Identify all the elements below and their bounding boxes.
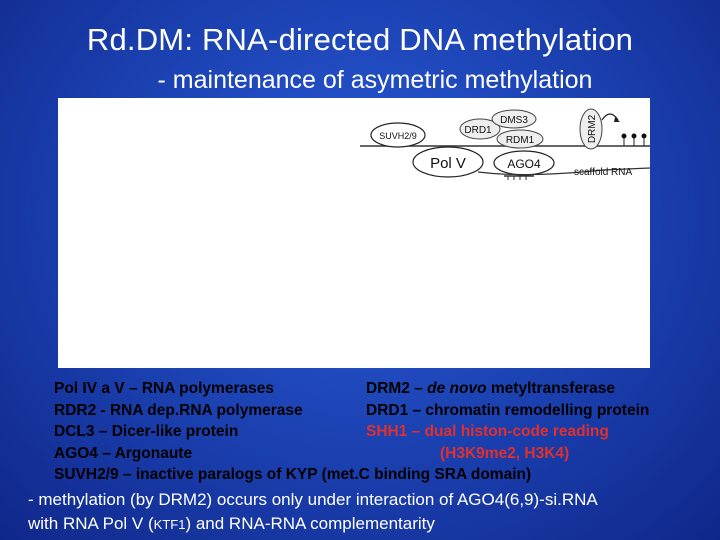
def-drd1: DRD1 – chromatin remodelling protein [366, 401, 650, 419]
definitions-block [54, 378, 704, 486]
polv-label: Pol V [430, 155, 466, 172]
slide-subtitle: - maintenance of asymetric methylation [157, 66, 593, 94]
scaffold-label: scaffold RNA [574, 167, 633, 178]
rddm-diagram [58, 98, 650, 368]
def-shh1: SHH1 – dual histon-code reading [366, 423, 609, 440]
def-row-4 [54, 443, 704, 465]
def-row-2 [54, 400, 704, 422]
note-line-2a: with RNA Pol V ( [28, 514, 154, 533]
methyl-dot-1 [622, 134, 627, 139]
def-drm2-prefix: DRM2 – [366, 380, 428, 397]
def-drm2-italic: de novo [427, 380, 487, 397]
ago4-label: AGO4 [507, 157, 541, 171]
dms3-label: DMS3 [500, 115, 528, 126]
def-row-3 [54, 421, 704, 443]
def-suvh: SUVH2/9 – inactive paralogs of KYP (met.C binding SRA domain) [54, 466, 532, 483]
def-ago4: AGO4 – Argonaute [54, 444, 193, 462]
note-ktf1: KTF1 [153, 517, 186, 532]
note-line-2b: ) and RNA-RNA complementarity [185, 514, 435, 533]
note-line-2 [28, 512, 708, 537]
methyl-dot-3 [642, 134, 647, 139]
note-line-1: - methylation (by DRM2) occurs only under interaction of AGO4(6,9)-si.RNA [28, 490, 598, 509]
def-row-5 [54, 464, 704, 486]
suvh-label: SUVH2/9 [379, 131, 417, 141]
drd1-label: DRD1 [464, 125, 492, 136]
diagram-svg [58, 98, 650, 368]
def-rdr2: RDR2 - RNA dep.RNA polymerase [54, 401, 303, 419]
rdm1-label: RDM1 [505, 135, 535, 146]
drm2-label: DRM2 [587, 114, 598, 144]
def-drm2 [366, 378, 615, 400]
methylation-note [28, 488, 708, 537]
def-drm2-suffix: metyltransferase [486, 380, 615, 397]
slide-title: Rd.DM: RNA-directed DNA methylation [86, 22, 634, 57]
def-shh1-cont: (H3K9me2, H3K4) [440, 444, 570, 462]
def-dcl3: DCL3 – Dicer-like protein [54, 423, 239, 440]
def-row-1 [54, 378, 704, 400]
methyl-dot-2 [632, 134, 637, 139]
def-polv: Pol IV a V – RNA polymerases [54, 380, 274, 397]
